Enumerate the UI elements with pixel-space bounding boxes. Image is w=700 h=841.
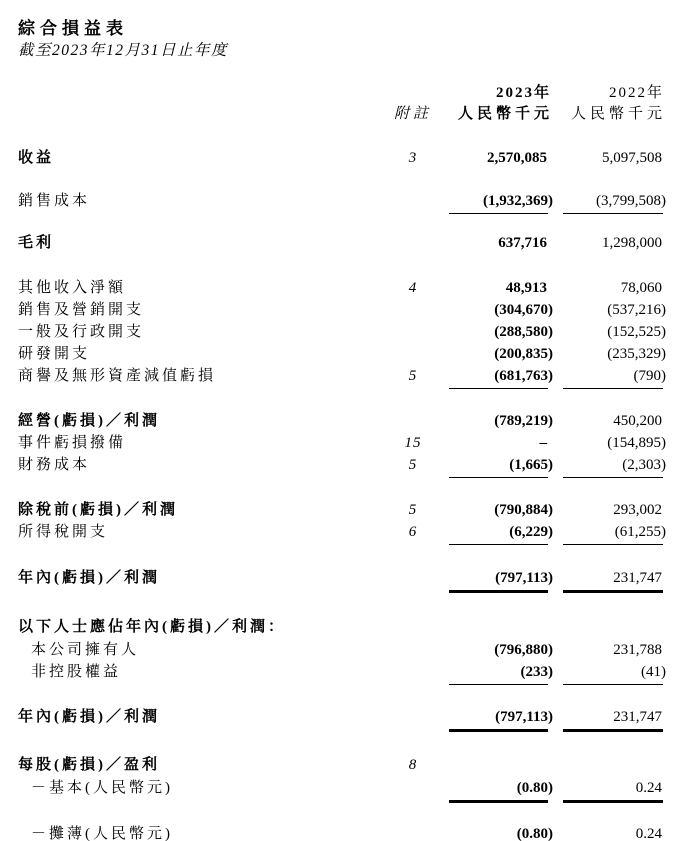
total-rule <box>563 729 663 732</box>
note-cell: 15 <box>404 435 422 451</box>
value-2023: (790,884) <box>494 502 553 518</box>
value-2023-cell <box>433 344 553 364</box>
value-2022: (2,303) <box>622 457 666 473</box>
value-2022-cell <box>553 148 666 168</box>
row-label: 銷售成本 <box>18 193 91 209</box>
row-label: 研發開支 <box>18 346 91 362</box>
value-2022: 5,097,508 <box>602 150 662 166</box>
value-2023-cell <box>433 148 553 168</box>
value-2023-cell <box>433 568 553 588</box>
value-2023: 637,716 <box>498 235 547 251</box>
value-2022: 78,060 <box>620 280 662 296</box>
row-label: 除稅前(虧損)／利潤 <box>18 502 178 518</box>
year-header-row <box>18 83 666 103</box>
note-cell: 4 <box>408 280 418 296</box>
row-label: 本公司擁有人 <box>31 642 140 658</box>
value-2023-cell <box>433 366 553 386</box>
value-2023: (0.80) <box>516 826 553 841</box>
value-2023: (200,835) <box>494 346 553 362</box>
subtotal-rule <box>449 213 548 215</box>
value-2023-cell <box>433 640 553 660</box>
table-row <box>18 568 666 588</box>
value-2023: 2,570,085 <box>487 150 547 166</box>
value-2022: (61,255) <box>614 524 666 540</box>
table-row <box>18 522 666 542</box>
subtotal-rule <box>563 544 663 546</box>
value-2023: (0.80) <box>516 780 553 796</box>
table-row <box>18 366 666 386</box>
value-2022-cell <box>553 433 666 453</box>
value-2022-cell <box>553 278 666 298</box>
value-2023-cell <box>433 300 553 320</box>
value-2023: (797,113) <box>495 570 553 586</box>
value-2022-cell <box>553 662 666 682</box>
period-subtitle: 截至2023年12月31日止年度 <box>18 42 229 59</box>
value-2023-cell <box>433 824 553 841</box>
value-2023: (1,932,369) <box>483 193 553 209</box>
value-2023-cell <box>433 662 553 682</box>
row-label: －基本(人民幣元) <box>31 780 173 796</box>
total-rule <box>563 590 663 593</box>
value-2023: (789,219) <box>494 413 553 429</box>
table-row <box>18 433 666 453</box>
note-cell: 5 <box>408 502 418 518</box>
table-row <box>18 322 666 342</box>
value-2023-cell <box>433 233 553 253</box>
value-2022-cell <box>553 778 666 798</box>
value-2023-cell <box>433 191 553 211</box>
row-label: 一般及行政開支 <box>18 324 145 340</box>
value-2022: (154,895) <box>607 435 666 451</box>
table-row <box>18 344 666 364</box>
value-2022-cell <box>553 300 666 320</box>
subtotal-rule <box>563 477 663 479</box>
value-2022-cell <box>553 824 666 841</box>
total-rule <box>449 729 548 732</box>
table-row <box>18 662 666 682</box>
value-2023: (1,665) <box>509 457 553 473</box>
table-row <box>18 707 666 727</box>
table-row <box>18 278 666 298</box>
subtotal-rule <box>449 684 548 686</box>
table-row <box>18 148 666 168</box>
value-2022: (790) <box>633 368 666 384</box>
note-cell: 6 <box>408 524 418 540</box>
table-row <box>18 778 666 798</box>
row-label: 銷售及營銷開支 <box>18 302 145 318</box>
value-2023: – <box>539 435 547 451</box>
row-label: 收益 <box>18 150 55 166</box>
year-2023-header: 2023年 <box>495 85 551 101</box>
value-2022-cell <box>553 568 666 588</box>
row-label: 非控股權益 <box>31 664 122 680</box>
value-2022-cell <box>553 366 666 386</box>
value-2022-cell <box>553 344 666 364</box>
row-label: 以下人士應佔年內(虧損)／利潤： <box>18 619 286 635</box>
value-2023-cell <box>433 778 553 798</box>
table-row <box>18 233 666 253</box>
row-label: 年內(虧損)／利潤 <box>18 709 160 725</box>
table-row <box>18 824 666 841</box>
note-cell: 5 <box>408 457 418 473</box>
table-row <box>18 300 666 320</box>
subtotal-rule <box>449 477 548 479</box>
value-2022-cell <box>553 500 666 520</box>
value-2022-cell <box>553 411 666 431</box>
row-label: 事件虧損撥備 <box>18 435 127 451</box>
value-2023: (681,763) <box>494 368 553 384</box>
value-2022: (3,799,508) <box>596 193 666 209</box>
subtotal-rule <box>449 544 548 546</box>
row-label: 毛利 <box>18 235 55 251</box>
subtotal-rule <box>563 213 663 215</box>
table-row <box>18 411 666 431</box>
value-2023: (288,580) <box>494 324 553 340</box>
value-2023-cell <box>433 500 553 520</box>
value-2022-cell <box>553 233 666 253</box>
subtotal-rule <box>563 684 663 686</box>
subtotal-rule <box>563 388 663 390</box>
row-label: 經營(虧損)／利潤 <box>18 413 160 429</box>
value-2022-cell <box>553 322 666 342</box>
row-label: 商譽及無形資產減值虧損 <box>18 368 217 384</box>
page-title: 綜合損益表 <box>18 19 128 38</box>
value-2022-cell <box>553 640 666 660</box>
table-row <box>18 617 666 637</box>
value-2023: (6,229) <box>509 524 553 540</box>
total-rule <box>563 800 663 803</box>
row-label: 年內(虧損)／利潤 <box>18 570 160 586</box>
table-row <box>18 500 666 520</box>
value-2022: 0.24 <box>635 780 662 796</box>
value-2023: 48,913 <box>505 280 547 296</box>
value-2023-cell <box>433 455 553 475</box>
table-row <box>18 755 666 775</box>
row-label: －攤薄(人民幣元) <box>31 826 173 841</box>
unit-header-row <box>18 104 666 124</box>
value-2022: (235,329) <box>607 346 666 362</box>
value-2022: 450,200 <box>613 413 662 429</box>
value-2023: (797,113) <box>495 709 553 725</box>
value-2022: (152,525) <box>607 324 666 340</box>
value-2022-cell <box>553 522 666 542</box>
value-2023: (304,670) <box>494 302 553 318</box>
value-2022: (537,216) <box>607 302 666 318</box>
value-2023-cell <box>433 707 553 727</box>
value-2023-cell <box>433 322 553 342</box>
value-2022: 231,747 <box>613 709 662 725</box>
value-2022: 1,298,000 <box>602 235 662 251</box>
row-label: 每股(虧損)／盈利 <box>18 757 160 773</box>
value-2022-cell <box>553 191 666 211</box>
row-label: 所得稅開支 <box>18 524 109 540</box>
value-2022-cell <box>553 455 666 475</box>
unit-2022-header: 人民幣千元 <box>570 106 666 122</box>
subtotal-rule <box>449 388 548 390</box>
value-2022: 231,747 <box>613 570 662 586</box>
year-2022-header: 2022年 <box>608 85 664 101</box>
row-label: 財務成本 <box>18 457 91 473</box>
note-cell: 3 <box>408 150 418 166</box>
value-2023-cell <box>433 522 553 542</box>
value-2023: (796,880) <box>494 642 553 658</box>
value-2022: 231,788 <box>613 642 662 658</box>
value-2023-cell <box>433 278 553 298</box>
value-2022: 293,002 <box>613 502 662 518</box>
table-row <box>18 640 666 660</box>
note-cell: 5 <box>408 368 418 384</box>
value-2022: (41) <box>641 664 666 680</box>
value-2022-cell <box>553 707 666 727</box>
note-column-header: 附註 <box>393 106 432 122</box>
row-label: 其他收入淨額 <box>18 280 127 296</box>
total-rule <box>449 590 548 593</box>
value-2022: 0.24 <box>635 826 662 841</box>
value-2023-cell <box>433 411 553 431</box>
value-2023-cell <box>433 433 553 453</box>
total-rule <box>449 800 548 803</box>
table-row <box>18 191 666 211</box>
table-row <box>18 455 666 475</box>
value-2023: (233) <box>520 664 553 680</box>
note-cell: 8 <box>408 757 418 773</box>
unit-2023-header: 人民幣千元 <box>457 106 553 122</box>
